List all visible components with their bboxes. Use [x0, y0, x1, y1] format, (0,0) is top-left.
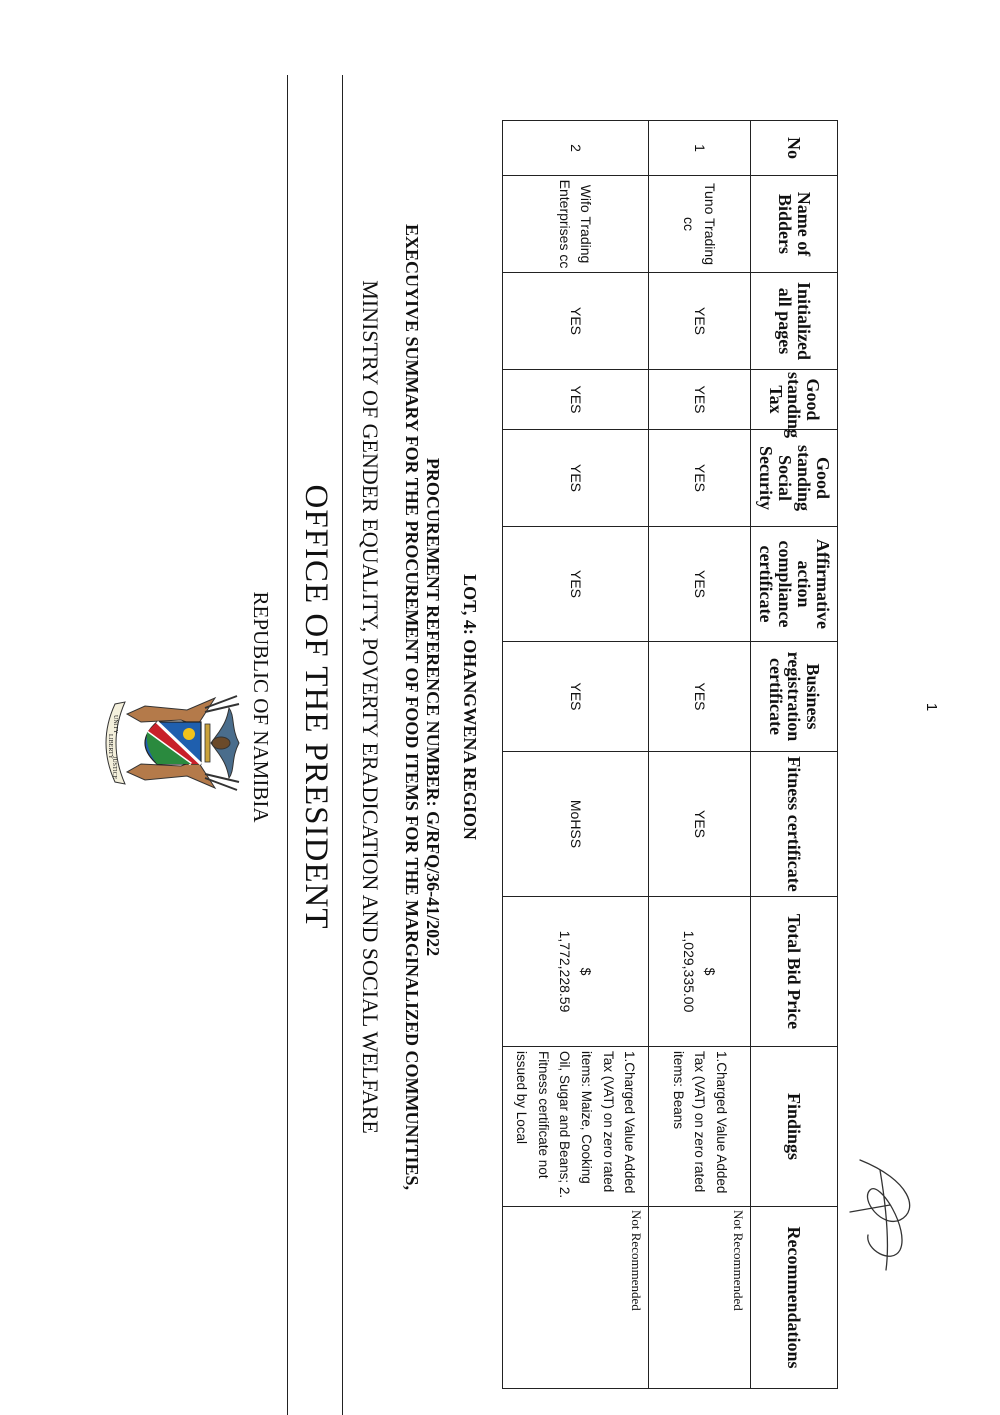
header-social: Good standing Social Security	[751, 430, 838, 527]
page-number: 1	[923, 702, 940, 712]
header-findings: Findings	[751, 1047, 838, 1207]
cell-price	[649, 897, 751, 1047]
header-recommendations: Recommendations	[751, 1207, 838, 1389]
cell-business: YES	[649, 642, 751, 752]
ministry-heading: MINISTRY OF GENDER EQUALITY, POVERTY ERADICATION AND SOCIAL WELFARE	[358, 280, 383, 1134]
lot-heading: LOT, 4: OHANGWENA REGION	[460, 574, 480, 840]
office-heading: OFFICE OF THE PRESIDENT	[298, 484, 334, 930]
cell-affirmative: YES	[649, 527, 751, 642]
table-header-row	[751, 121, 838, 1389]
summary-title: EXECUYIVE SUMMARY FOR THE PROCUREMENT OF FOOD ITEMS FOR THE MARGINALIZED COMMUNITIES,	[402, 223, 422, 1191]
cell-affirmative: YES	[503, 527, 649, 642]
svg-text:JUSTICE: JUSTICE	[111, 756, 117, 780]
cell-social: YES	[503, 430, 649, 527]
cell-tax: YES	[649, 370, 751, 430]
cell-recommendation: Not Recommended	[649, 1207, 751, 1389]
header-name: Name of Bidders	[751, 176, 838, 273]
cell-social: YES	[649, 430, 751, 527]
cell-tax: YES	[503, 370, 649, 430]
price-currency: $	[701, 967, 718, 976]
signature-mark	[840, 1150, 930, 1280]
cell-no: 1	[649, 121, 751, 176]
procurement-reference: PROCUREMENT REFERENCE NUMBER: G/RFQ/36-41/2022	[423, 457, 443, 957]
header-rule-top	[287, 75, 288, 1415]
cell-findings: 1.Charged Value Added Tax (VAT) on zero rated items: Maize, Cooking Oil, Sugar and Beans; 2. Fitness certificate not issued by Local	[503, 1047, 649, 1207]
table-row	[649, 121, 751, 1389]
price-value: 1,029,335.00	[681, 930, 698, 1013]
cell-initialized: YES	[649, 273, 751, 370]
cell-initialized: YES	[503, 273, 649, 370]
cell-fitness: YES	[649, 752, 751, 897]
cell-business: YES	[503, 642, 649, 752]
header-fitness: Fitness certificate	[751, 752, 838, 897]
header-tax: Good standing Tax	[751, 370, 838, 430]
bidders-table	[502, 120, 838, 1389]
cell-name: Wifo Trading Enterprises cc	[503, 176, 649, 273]
header-no: No	[751, 121, 838, 176]
cell-no: 2	[503, 121, 649, 176]
header-initialized: Initialized all pages	[751, 273, 838, 370]
price-currency: $	[577, 967, 594, 976]
cell-recommendation: Not Recommended	[503, 1207, 649, 1389]
cell-price	[503, 897, 649, 1047]
header-rule-bottom	[342, 75, 343, 1415]
republic-heading: REPUBLIC OF NAMIBIA	[249, 591, 273, 823]
header-affirmative: Affirmative action compliance certificate	[751, 527, 838, 642]
header-price: Total Bid Price	[751, 897, 838, 1047]
cell-findings: 1.Charged Value Added Tax (VAT) on zero rated items: Beans	[649, 1047, 751, 1207]
cell-fitness: MoHSS	[503, 752, 649, 897]
price-value: 1,772,228.59	[557, 930, 574, 1013]
table-row	[503, 121, 649, 1389]
cell-name: Tuno Trading cc	[649, 176, 751, 273]
header-business: Business registration certificate	[751, 642, 838, 752]
svg-text:UNITY: UNITY	[112, 715, 118, 734]
svg-text:LIBERTY: LIBERTY	[107, 734, 113, 759]
coat-of-arms-emblem	[95, 668, 245, 818]
